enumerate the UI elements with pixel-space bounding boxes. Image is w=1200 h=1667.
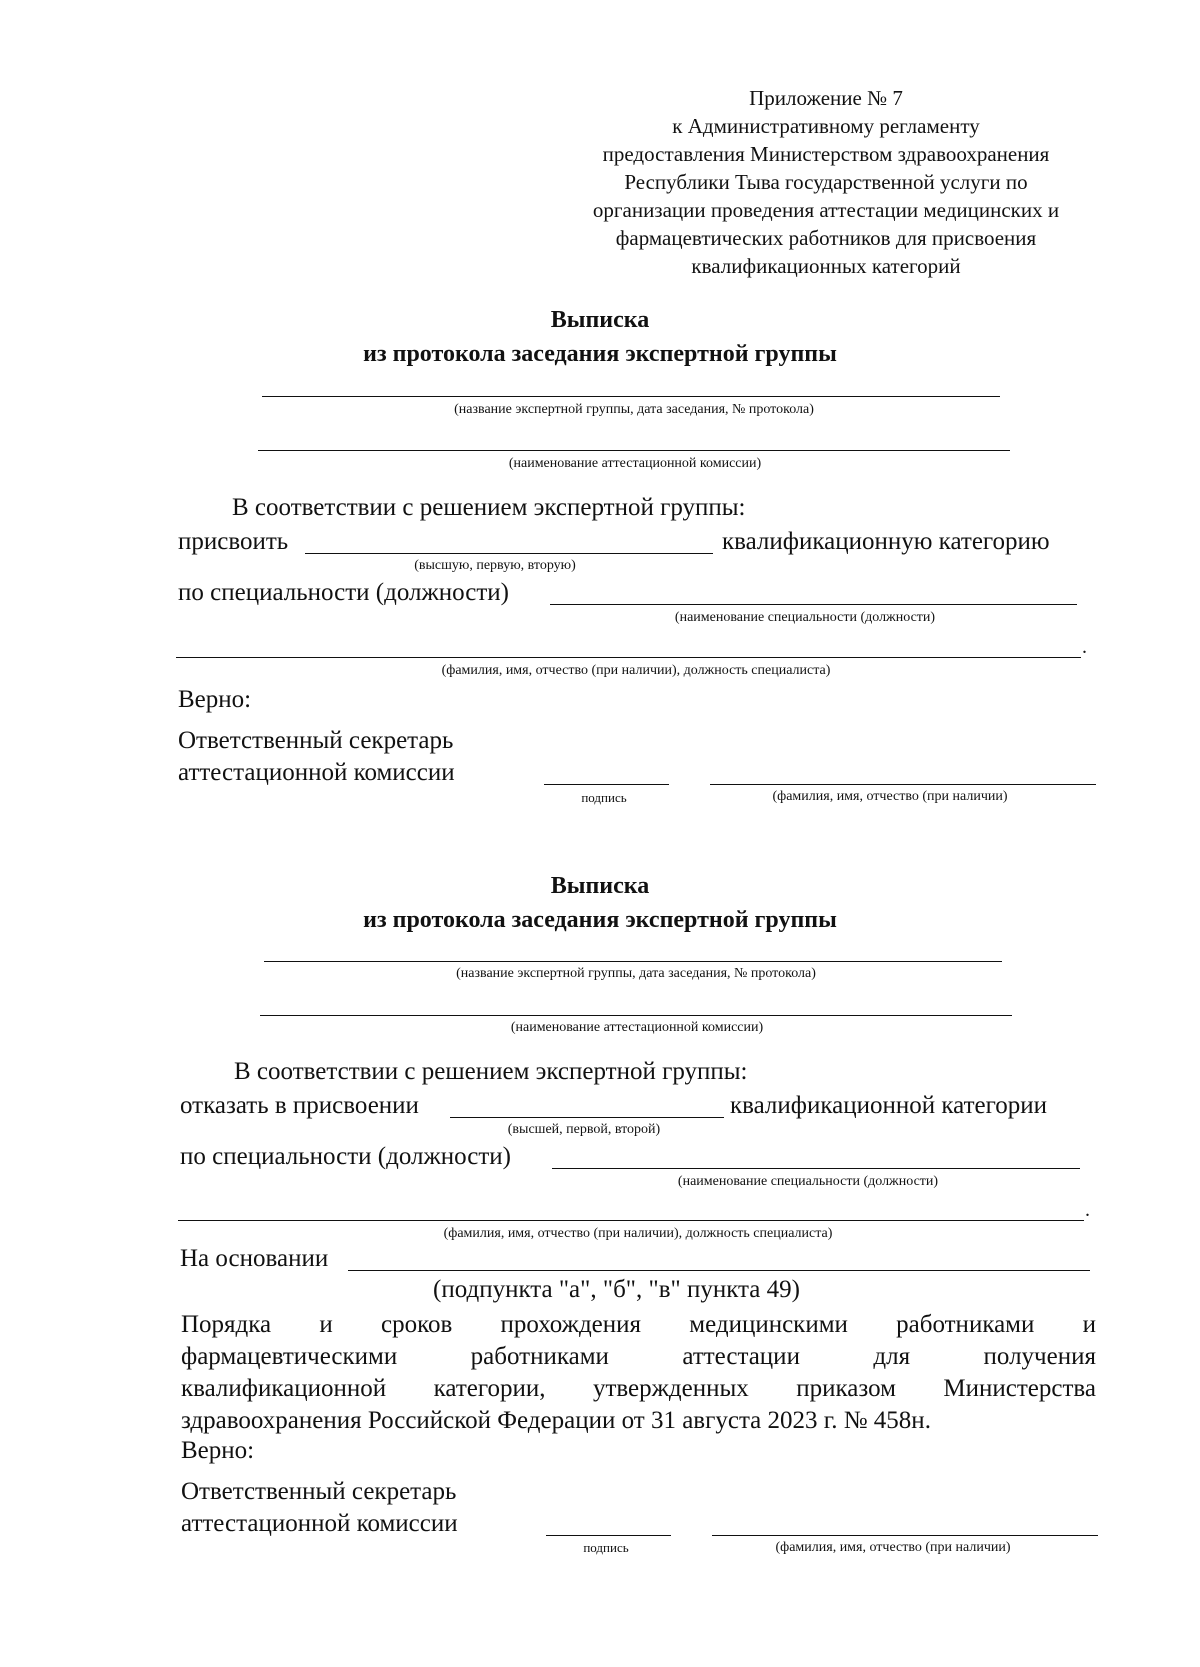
extract1-title: Выписка — [550, 307, 650, 333]
caption-commission: (наименование аттестационной комиссии) — [510, 1020, 764, 1035]
category-suffix: квалификационную категорию — [722, 528, 1050, 555]
verify-label: Верно: — [181, 1437, 255, 1464]
category-field[interactable] — [305, 553, 713, 554]
appendix-line: предоставления Министерством здравоохранения — [602, 142, 1050, 166]
secretary-line1: Ответственный секретарь — [178, 727, 454, 754]
appendix-line: фармацевтических работников для присвоения — [615, 226, 1037, 250]
specialty-label: по специальности (должности) — [180, 1143, 511, 1170]
extract2-title: Выписка — [550, 873, 650, 899]
refuse-label: отказать в присвоении — [180, 1092, 419, 1119]
basis-text-line: фармацевтическими работниками аттестации для получения — [181, 1343, 1096, 1370]
secretary-line1: Ответственный секретарь — [181, 1478, 457, 1505]
commission-field[interactable] — [258, 450, 1010, 451]
basis-field[interactable] — [348, 1270, 1090, 1271]
basis-label: На основании — [180, 1245, 329, 1272]
basis-text-line: квалификационной категории, утвержденных приказом Министерства — [181, 1375, 1096, 1402]
category-field[interactable] — [450, 1117, 724, 1118]
decision-intro: В соответствии с решением экспертной группы: — [234, 1058, 748, 1085]
signature-field[interactable] — [544, 784, 669, 785]
verify-label: Верно: — [178, 686, 252, 713]
specialty-field[interactable] — [552, 1168, 1080, 1169]
appendix-line: Республики Тыва государственной услуги по — [624, 170, 1028, 194]
period-mark: . — [1082, 636, 1087, 658]
specialty-label: по специальности (должности) — [178, 579, 509, 606]
appendix-header — [556, 84, 1096, 280]
secretary-line2: аттестационной комиссии — [181, 1510, 458, 1537]
appendix-line: организации проведения аттестации медицинских и — [592, 198, 1060, 222]
expert-group-field[interactable] — [262, 396, 1000, 397]
appendix-line: Приложение № 7 — [749, 86, 903, 110]
caption-signature: подпись — [581, 790, 627, 805]
basis-text-line: Порядка и сроков прохождения медицинскими работниками и — [181, 1311, 1096, 1338]
caption-person: (фамилия, имя, отчество (при наличии), должность специалиста) — [441, 663, 831, 678]
commission-field[interactable] — [260, 1015, 1012, 1016]
caption-category: (высшую, первую, вторую) — [414, 558, 576, 573]
caption-category: (высшей, первой, второй) — [507, 1122, 661, 1137]
decision-intro: В соответствии с решением экспертной группы: — [232, 494, 746, 521]
caption-specialty: (наименование специальности (должности) — [677, 1174, 939, 1189]
person-field[interactable] — [176, 657, 1081, 658]
caption-commission: (наименование аттестационной комиссии) — [508, 456, 762, 471]
caption-signature: подпись — [583, 1540, 629, 1555]
basis-points: (подпункта "а", "б", "в" пункта 49) — [433, 1276, 800, 1303]
caption-expert-group: (название экспертной группы, дата заседания, № протокола) — [454, 402, 814, 417]
appendix-line: к Административному регламенту — [672, 114, 980, 138]
caption-expert-group: (название экспертной группы, дата заседания, № протокола) — [456, 966, 816, 981]
appendix-line: квалификационных категорий — [691, 254, 961, 278]
basis-text-line: здравоохранения Российской Федерации от 31 августа 2023 г. № 458н. — [181, 1407, 931, 1434]
name-field[interactable] — [710, 784, 1096, 785]
extract2-subtitle: из протокола заседания экспертной группы — [363, 907, 837, 933]
caption-specialty: (наименование специальности (должности) — [674, 610, 936, 625]
assign-label: присвоить — [178, 528, 289, 555]
extract1-subtitle: из протокола заседания экспертной группы — [363, 341, 837, 367]
name-field[interactable] — [712, 1535, 1098, 1536]
person-field[interactable] — [178, 1220, 1084, 1221]
specialty-field[interactable] — [550, 604, 1077, 605]
caption-name: (фамилия, имя, отчество (при наличии) — [772, 789, 1008, 804]
expert-group-field[interactable] — [264, 961, 1002, 962]
category-suffix: квалификационной категории — [730, 1092, 1048, 1119]
signature-field[interactable] — [546, 1535, 671, 1536]
caption-name: (фамилия, имя, отчество (при наличии) — [775, 1540, 1011, 1555]
period-mark: . — [1085, 1199, 1090, 1221]
secretary-line2: аттестационной комиссии — [178, 759, 455, 786]
caption-person: (фамилия, имя, отчество (при наличии), должность специалиста) — [443, 1226, 833, 1241]
